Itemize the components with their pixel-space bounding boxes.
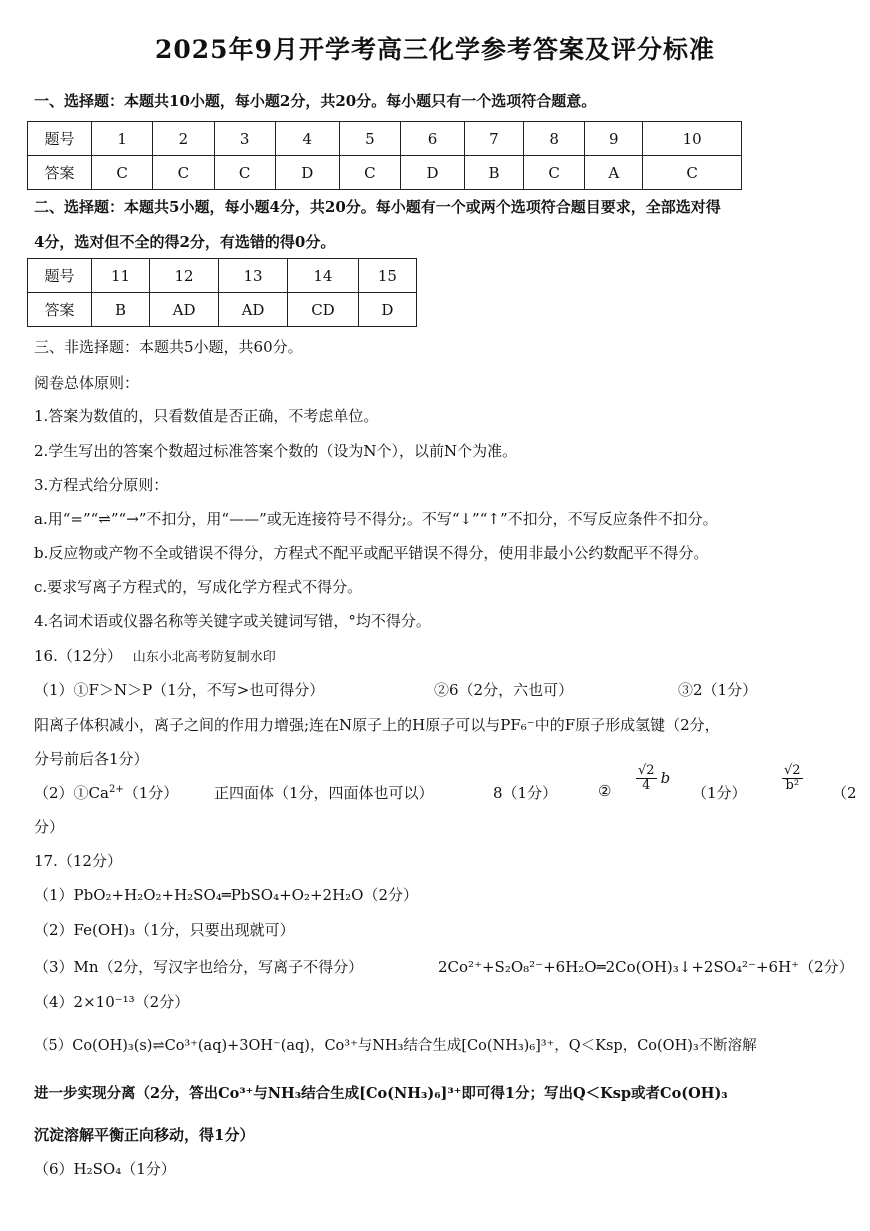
q17-line1: （1）PbO₂+H₂O₂+H₂SO₄═PbSO₄+O₂+2H₂O（2分） xyxy=(34,886,419,904)
q16-line1b: ②6（2分，六也可） xyxy=(434,681,574,699)
principle-2: 2.学生写出的答案个数超过标准答案个数的（设为N个），以前N个为准。 xyxy=(34,442,518,460)
table-cell: 13 xyxy=(219,259,288,293)
section3-heading: 三、非选择题：本题共5小题，共60分。 xyxy=(34,338,303,356)
principle-3a: a.用“=”“⇌”“→”不扣分，用“——”或无连接符号不得分;。不写“↓”“↑”不扣分，不写反应条件不扣分。 xyxy=(34,510,718,528)
q16-number: 16.（12分） xyxy=(34,647,122,665)
table-cell: CD xyxy=(288,293,359,327)
fraction-2 xyxy=(778,764,807,794)
frac2-numerator: √2 xyxy=(784,763,801,778)
q16-line5: 分） xyxy=(34,818,65,836)
principle-3b: b.反应物或产物不全或错误不得分，方程式不配平或配平错误不得分，使用非最小公约数配平不得分。 xyxy=(34,544,709,562)
row-label: 答案 xyxy=(28,156,92,190)
table-cell: D xyxy=(358,293,416,327)
table-cell: AD xyxy=(219,293,288,327)
section1-table xyxy=(27,121,742,190)
q16-head xyxy=(34,645,276,666)
table-cell: A xyxy=(585,156,643,190)
principle-4: 4.名词术语或仪器名称等关键字或关键词写错，°均不得分。 xyxy=(34,612,431,630)
principle-1: 1.答案为数值的，只看数值是否正确，不考虑单位。 xyxy=(34,407,379,425)
table-cell: 2 xyxy=(153,122,214,156)
table-cell: 9 xyxy=(585,122,643,156)
q17-line4: （4）2×10⁻¹³（2分） xyxy=(34,993,190,1011)
q17-line5: （5）Co(OH)₃(s)⇌Co³⁺(aq)+3OH⁻(aq)，Co³⁺与NH₃结合生成[Co(NH₃)₆]³⁺，Q＜Ksp，Co(OH)₃不断溶解 xyxy=(34,1038,757,1054)
table-cell: 12 xyxy=(150,259,219,293)
q16-line4f: （2 xyxy=(832,784,857,802)
q16-line2: 阳离子体积减小，离子之间的作用力增强;连在N原子上的H原子可以与PF₆⁻中的F原子形成氢键（2分， xyxy=(34,716,720,734)
table-cell: 3 xyxy=(214,122,275,156)
table-cell: 7 xyxy=(464,122,523,156)
ca-score: （1分） xyxy=(123,784,179,802)
table-cell: 11 xyxy=(92,259,150,293)
frac1-variable: b xyxy=(660,768,671,787)
table-cell: D xyxy=(275,156,339,190)
table-cell: C xyxy=(153,156,214,190)
frac1-denominator: 4 xyxy=(642,778,651,794)
table-cell: AD xyxy=(150,293,219,327)
table-cell: 4 xyxy=(275,122,339,156)
principles-title: 阅卷总体原则： xyxy=(34,374,140,392)
q16-line4d: ② xyxy=(598,782,612,800)
q16-line4b: 正四面体（1分，四面体也可以） xyxy=(214,784,434,802)
principle-3c: c.要求写离子方程式的，写成化学方程式不得分。 xyxy=(34,578,363,596)
section2-heading-2: 4分，选对但不全的得2分，有选错的得0分。 xyxy=(34,233,336,251)
table-cell: 8 xyxy=(523,122,584,156)
table-cell: C xyxy=(643,156,742,190)
table-cell: D xyxy=(401,156,465,190)
table-row xyxy=(28,156,742,190)
watermark-text: 山东小北高考防复制水印 xyxy=(132,650,276,665)
row-label: 答案 xyxy=(28,293,92,327)
principle-3: 3.方程式给分原则： xyxy=(34,476,169,494)
table-cell: C xyxy=(214,156,275,190)
q17-line8: （6）H₂SO₄（1分） xyxy=(34,1160,176,1178)
table-cell: 10 xyxy=(643,122,742,156)
q16-line1c: ③2（1分） xyxy=(678,681,758,699)
q16-line4a xyxy=(34,782,178,803)
q16-line4c: 8（1分） xyxy=(493,784,558,802)
table-cell: 1 xyxy=(92,122,153,156)
table-cell: B xyxy=(92,293,150,327)
fraction-1 xyxy=(632,764,670,794)
ca-charge: 2+ xyxy=(108,784,124,795)
table-cell: B xyxy=(464,156,523,190)
page-title: 2025年9月开学考高三化学参考答案及评分标准 xyxy=(155,35,715,64)
table-cell: 5 xyxy=(339,122,400,156)
section2-table xyxy=(27,258,417,327)
q16-line4e: （1分） xyxy=(692,784,747,802)
q17-line3a: （3）Mn（2分，写汉字也给分，写离子不得分） xyxy=(34,958,364,976)
frac1-numerator: √2 xyxy=(638,763,655,778)
q17-line6: 进一步实现分离（2分，答出Co³⁺与NH₃结合生成[Co(NH₃)₆]³⁺即可得1分；写出Q＜Ksp或者Co(OH)₃ xyxy=(34,1085,728,1102)
section1-heading: 一、选择题：本题共10小题，每小题2分，共20分。每小题只有一个选项符合题意。 xyxy=(34,92,597,110)
table-cell: C xyxy=(339,156,400,190)
q16-line3: 分号前后各1分） xyxy=(34,750,149,768)
row-label: 题号 xyxy=(28,259,92,293)
ca-ion: （2）①Ca xyxy=(34,784,109,802)
table-row xyxy=(28,259,417,293)
q17-head: 17.（12分） xyxy=(34,852,122,870)
q17-line2: （2）Fe(OH)₃（1分，只要出现就可） xyxy=(34,921,295,939)
table-cell: C xyxy=(523,156,584,190)
frac2-denominator: b² xyxy=(785,778,800,794)
table-cell: 14 xyxy=(288,259,359,293)
q16-line1a: （1）①F＞N＞P（1分，不写>也可得分） xyxy=(34,681,325,699)
table-row xyxy=(28,293,417,327)
q17-line7: 沉淀溶解平衡正向移动，得1分） xyxy=(34,1126,255,1144)
row-label: 题号 xyxy=(28,122,92,156)
table-row xyxy=(28,122,742,156)
table-cell: C xyxy=(92,156,153,190)
q17-line3b: 2Co²⁺+S₂O₈²⁻+6H₂O═2Co(OH)₃↓+2SO₄²⁻+6H⁺（2分） xyxy=(438,958,854,976)
section2-heading-1: 二、选择题：本题共5小题，每小题4分，共20分。每小题有一个或两个选项符合题目要求，全部选对得 xyxy=(34,198,721,216)
table-cell: 15 xyxy=(358,259,416,293)
table-cell: 6 xyxy=(401,122,465,156)
